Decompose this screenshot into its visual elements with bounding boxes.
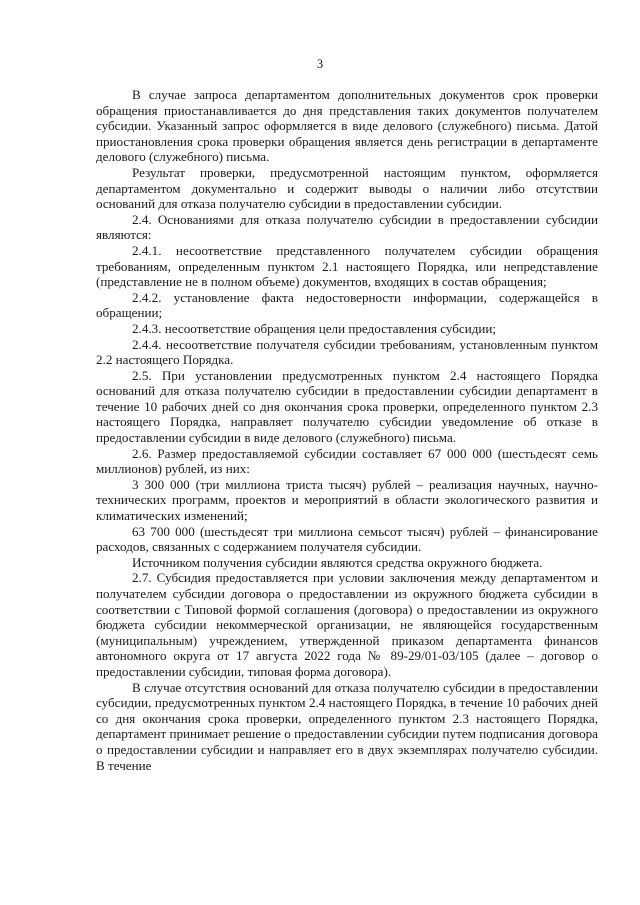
paragraph-check-result: Результат проверки, предусмотренной настоящим пунктом, оформляется департаментом документально и содержит выводы о наличии либо отсутствии оснований для отказа получателю субсидии в предоставлении субсидии. (96, 164, 598, 212)
paragraph-clause-2-5: 2.5. При установлении предусмотренных пунктом 2.4 настоящего Порядка оснований для отказа получателю субсидии в предоставлении субсидии департамент в течение 10 рабочих дней со дня окончания срока проверки, определенного пунктом 2.3 настоящего Порядка, направляет получателю субсидии уведомление об отказе в предоставлении субсидии в виде делового (служебного) письма. (96, 367, 598, 446)
document-body (96, 87, 598, 773)
paragraph-amount-science: 3 300 000 (три миллиона триста тысяч) рублей – реализация научных, научно-технических программ, проектов и мероприятий в области экологического развития и климатических изменений; (96, 476, 598, 524)
paragraph-no-refusal: В случае отсутствия оснований для отказа получателю субсидии в предоставлении субсидии, предусмотренных пунктом 2.4 настоящего Порядка, в течение 10 рабочих дней со дня окончания срока проверки, определенного пунктом 2.3 настоящего Порядка, департамент принимает решение о предоставлении субсидии путем подписания договора о предоставлении субсидии и направляет его в двух экземплярах получателю субсидии. В течение (96, 679, 598, 773)
page-number: 3 (316, 57, 324, 71)
paragraph-clause-2-4-2: 2.4.2. установление факта недостоверности информации, содержащейся в обращении; (96, 289, 598, 321)
paragraph-clause-2-7: 2.7. Субсидия предоставляется при условии заключения между департаментом и получателем субсидии договора о предоставлении из окружного бюджета субсидии в соответствии с Типовой формой соглашения (договора) о предоставлении из окружного бюджета субсидии некоммерческой организации, не являющейся государственным (муниципальным) учреждением, утвержденной приказом департамента финансов автономного округа от 17 августа 2022 года № 89-29/01-03/105 (далее – договор о предоставлении субсидии, типовая форма договора). (96, 570, 598, 679)
paragraph-clause-2-4-3: 2.4.3. несоответствие обращения цели предоставления субсидии; (132, 320, 497, 336)
paragraph-clause-2-4-1: 2.4.1. несоответствие представленного получателем субсидии обращения требованиям, определенным пунктом 2.1 настоящего Порядка, или непредставление (представление не в полном объеме) документов, входящих в состав обращения; (96, 242, 598, 290)
paragraph-document-request: В случае запроса департаментом дополнительных документов срок проверки обращения приостанавливается до дня представления таких документов получателем субсидии. Указанный запрос оформляется в виде делового (служебного) письма. Датой приостановления срока проверки обращения является день регистрации в департаменте делового (служебного) письма. (96, 87, 598, 165)
paragraph-amount-maintenance: 63 700 000 (шестьдесят три миллиона семьсот тысяч) рублей – финансирование расходов, связанных с содержанием получателя субсидии. (96, 523, 598, 555)
paragraph-clause-2-4-4: 2.4.4. несоответствие получателя субсидии требованиям, установленным пунктом 2.2 настоящего Порядка. (96, 336, 598, 368)
paragraph-clause-2-4: 2.4. Основаниями для отказа получателю субсидии в предоставлении субсидии являются: (96, 211, 598, 243)
paragraph-funding-source: Источником получения субсидии являются средства окружного бюджета. (132, 554, 543, 570)
paragraph-clause-2-6: 2.6. Размер предоставляемой субсидии составляет 67 000 000 (шестьдесят семь миллионов) рублей, из них: (96, 445, 598, 477)
